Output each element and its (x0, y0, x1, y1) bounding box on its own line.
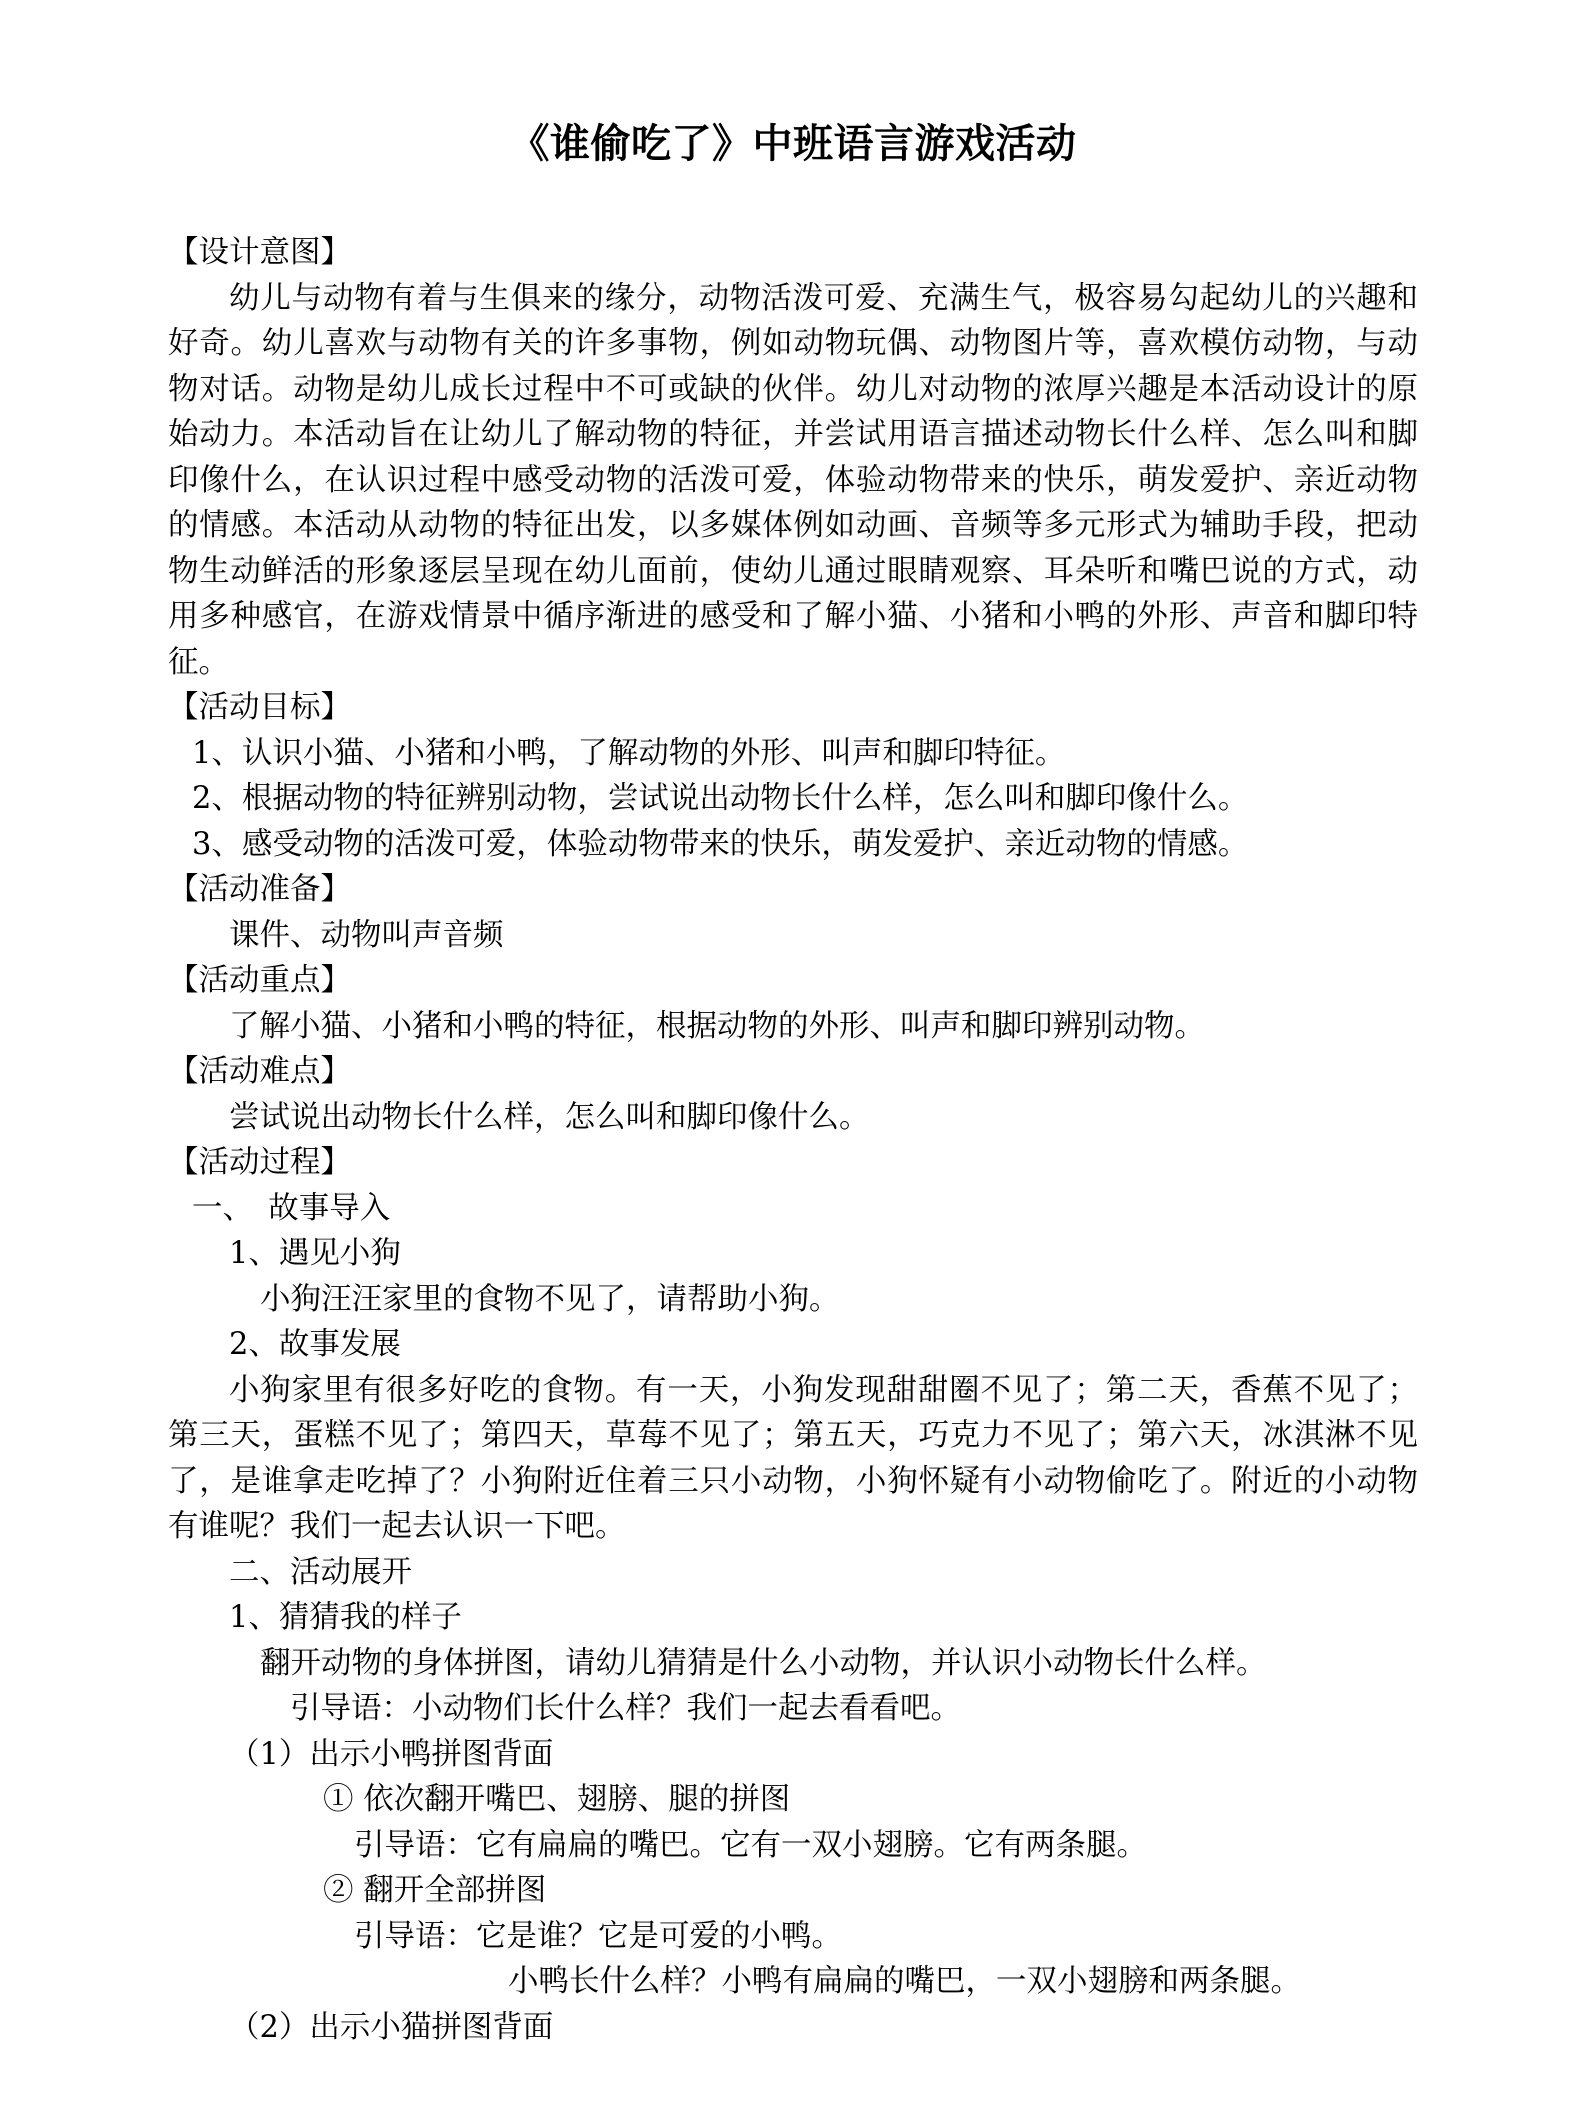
section-heading-objectives: 【活动目标】 (168, 690, 351, 725)
process-step: 小鸭长什么样？小鸭有扁扁的嘴巴，一双小翅膀和两条腿。 (508, 1964, 1301, 1999)
process-step: 二、活动展开 (229, 1554, 412, 1590)
process-step: 小狗汪汪家里的食物不见了，请帮助小狗。 (260, 1281, 840, 1317)
process-step: ② 翻开全部拼图 (323, 1873, 547, 1908)
process-step: （1）出示小鸭拼图背面 (229, 1736, 554, 1772)
difficulty-item: 尝试说出动物长什么样，怎么叫和脚印像什么。 (229, 1099, 870, 1135)
page-title: 《谁偷吃了》中班语言游戏活动 (509, 120, 1077, 167)
section-paragraph-design-intent: 幼儿与动物有着与生俱来的缘分，动物活泼可爱、充满生气，极容易勾起幼儿的兴趣和好奇。幼儿喜欢与动物有关的许多事物，例如动物玩偶、动物图片等，喜欢模仿动物，与动物对话。动物是幼儿成长过程中不可或缺的伙伴。幼儿对动物的浓厚兴趣是本活动设计的原始动力。本活动旨在让幼儿了解动物的特征，并尝试用语言描述动物长什么样、怎么叫和脚印像什么，在认识过程中感受动物的活泼可爱，体验动物带来的快乐，萌发爱护、亲近动物的情感。本活动从动物的特征出发，以多媒体例如动画、音频等多元形式为辅助手段，把动物生动鲜活的形象逐层呈现在幼儿面前，使幼儿通过眼睛观察、耳朵听和嘴巴说的方式，动用多种感官，在游戏情景中循序渐进的感受和了解小猫、小猪和小鸭的外形、声音和脚印特征。 (168, 280, 1418, 680)
process-step: 2、故事发展 (229, 1327, 401, 1362)
objective-item: 3、感受动物的活泼可爱，体验动物带来的快乐，萌发爱护、亲近动物的情感。 (192, 826, 1249, 862)
section-heading-process: 【活动过程】 (168, 1145, 351, 1180)
process-step: ① 依次翻开嘴巴、翅膀、腿的拼图 (323, 1782, 791, 1817)
objective-item: 1、认识小猫、小猪和小鸭，了解动物的外形、叫声和脚印特征。 (192, 735, 1066, 771)
process-step: 翻开动物的身体拼图，请幼儿猜猜是什么小动物，并认识小动物长什么样。 (260, 1645, 1267, 1681)
document-content (168, 0, 1418, 2050)
preparation-item: 课件、动物叫声音频 (229, 917, 504, 953)
section-heading-difficulty: 【活动难点】 (168, 1054, 351, 1089)
process-step: 引导语：它是谁？它是可爱的小鸭。 (354, 1918, 842, 1954)
document-body (168, 230, 1418, 2050)
process-story-paragraph: 小狗家里有很多好吃的食物。有一天，小狗发现甜甜圈不见了；第二天，香蕉不见了；第三天，蛋糕不见了；第四天，草莓不见了；第五天，巧克力不见了；第六天，冰淇淋不见了，是谁拿走吃掉了？小狗附近住着三只小动物，小狗怀疑有小动物偷吃了。附近的小动物有谁呢？我们一起去认识一下吧。 (168, 1372, 1418, 1544)
process-step: 引导语：小动物们长什么样？我们一起去看看吧。 (290, 1691, 961, 1726)
objective-item: 2、根据动物的特征辨别动物，尝试说出动物长什么样，怎么叫和脚印像什么。 (192, 781, 1249, 816)
process-step: 一、 故事导入 (192, 1190, 391, 1226)
process-step: （2）出示小猫拼图背面 (229, 2009, 554, 2045)
key-point-item: 了解小猫、小猪和小鸭的特征，根据动物的外形、叫声和脚印辨别动物。 (229, 1008, 1205, 1044)
process-step: 引导语：它有扁扁的嘴巴。它有一双小翅膀。它有两条腿。 (354, 1827, 1147, 1863)
section-heading-design-intent: 【设计意图】 (168, 235, 351, 270)
process-step: 1、猜猜我的样子 (229, 1600, 462, 1635)
process-step: 1、遇见小狗 (229, 1236, 401, 1271)
section-heading-key-point: 【活动重点】 (168, 963, 351, 998)
section-heading-preparation: 【活动准备】 (168, 872, 351, 907)
